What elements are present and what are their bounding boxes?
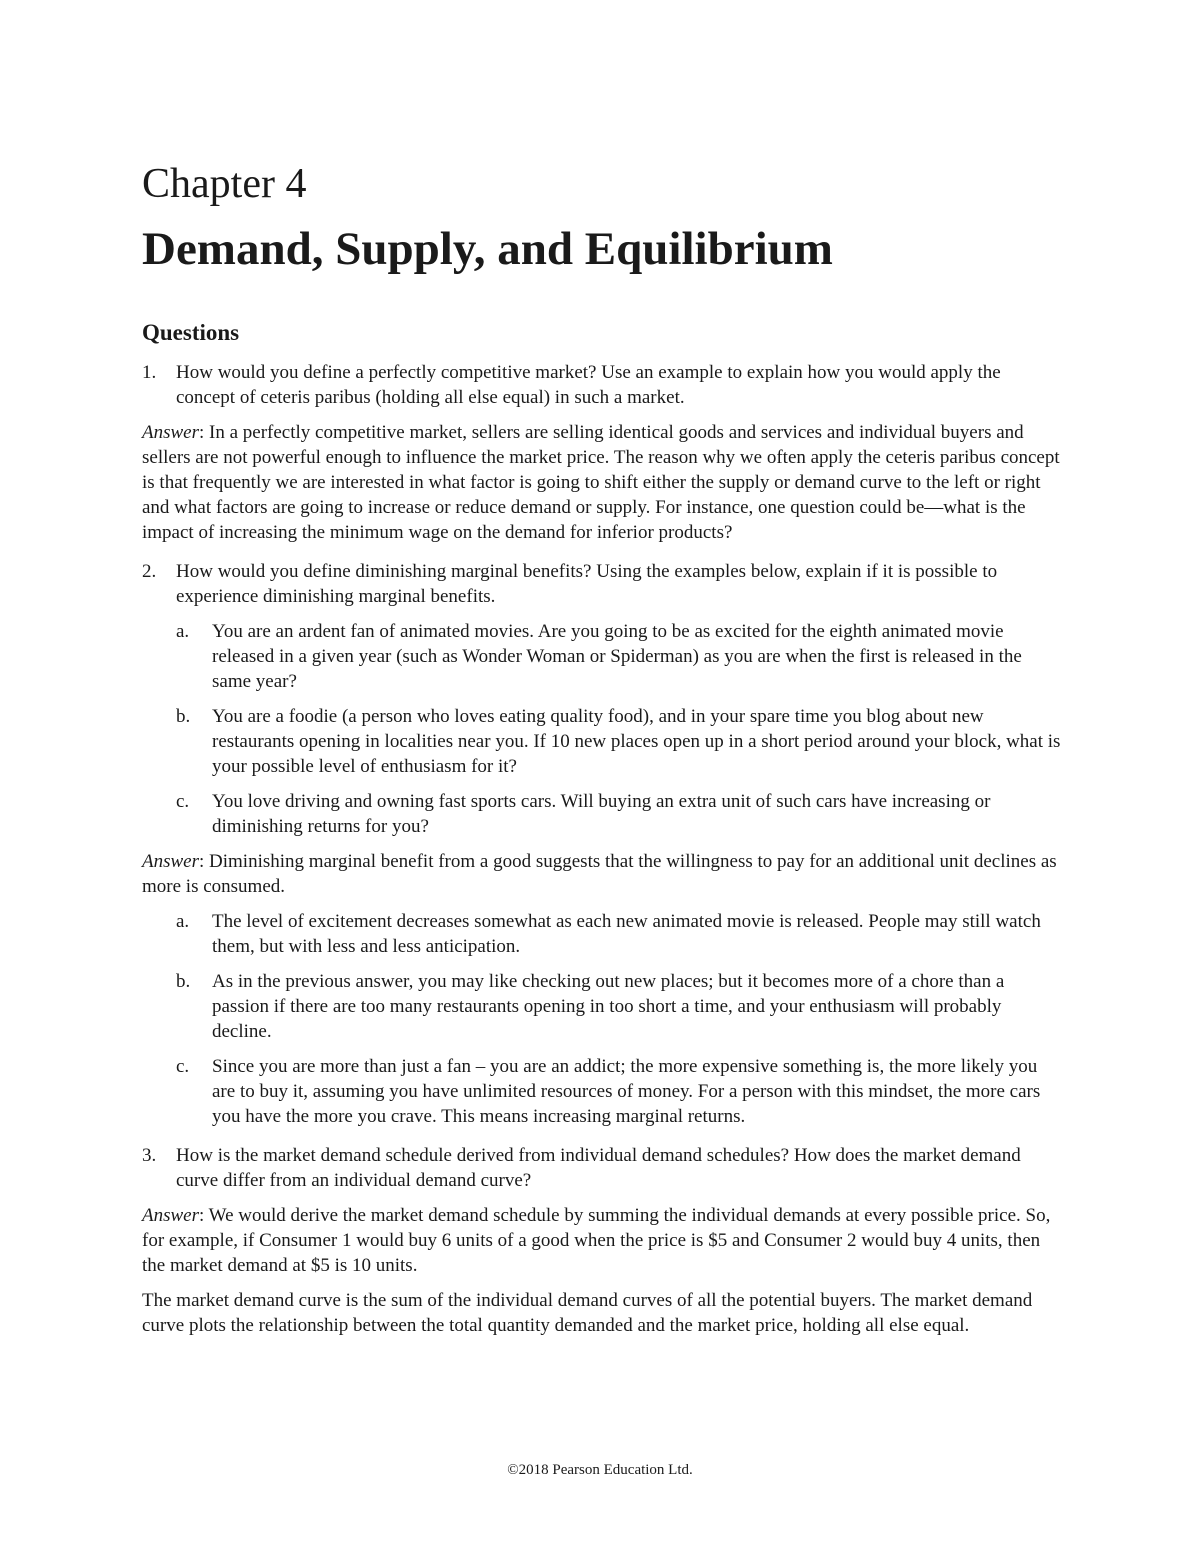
sub-letter: a. <box>176 911 190 933</box>
sub-letter: b. <box>176 971 191 993</box>
question-number: 2. <box>142 561 157 583</box>
answer-3 <box>142 1203 1062 1278</box>
document-page <box>142 150 1062 1338</box>
question-number: 3. <box>142 1145 157 1167</box>
answer-text: : Diminishing marginal benefit from a good suggests that the willingness to pay for an additional unit declines as more is consumed. <box>142 851 1057 898</box>
sub-text: The level of excitement decreases somewhat as each new animated movie is released. People may still watch them, but with less and less anticipation. <box>212 911 1041 958</box>
answer-text: : In a perfectly competitive market, sellers are selling identical goods and services and individual buyers and sellers are not powerful enough to influence the market price. The reason why we often apply the ceteris paribus concept is that frequently we are interested in what factor is going to shift either the supply or demand curve to the left or right and what factors are going to increase or reduce demand or supply. For instance, one question could be—what is the impact of increasing the minimum wage on the demand for inferior products? <box>142 422 1060 544</box>
questions-heading: Questions <box>142 320 240 346</box>
answer-label: Answer <box>142 1205 199 1227</box>
sub-letter: a. <box>176 621 190 643</box>
sub-letter: b. <box>176 706 191 728</box>
sub-question-b <box>176 704 1062 779</box>
answer-3-paragraph-2: The market demand curve is the sum of the individual demand curves of all the potential buyers. The market demand curve plots the relationship between the total quantity demanded and the market price, holding all else equal. <box>142 1290 1033 1337</box>
question-2 <box>142 559 1062 609</box>
answer-text: : We would derive the market demand schedule by summing the individual demands at every possible price. So, for example, if Consumer 1 would buy 6 units of a good when the price is $5 and Consumer 2 would buy 4 units, then the market demand at $5 is 10 units. <box>142 1205 1051 1277</box>
questions-body <box>142 360 1062 1338</box>
sub-text: You are a foodie (a person who loves eating quality food), and in your spare time you blog about new restaurants opening in localities near you. If 10 new places open up in a short period around your block, what is your possible level of enthusiasm for it? <box>212 706 1061 778</box>
sub-question-a <box>176 619 1062 694</box>
answer-label: Answer <box>142 422 199 444</box>
answer-1 <box>142 420 1062 545</box>
question-3 <box>142 1143 1062 1193</box>
question-1 <box>142 360 1062 410</box>
sub-text: You love driving and owning fast sports cars. Will buying an extra unit of such cars have increasing or diminishing returns for you? <box>212 791 991 838</box>
question-text: How is the market demand schedule derived from individual demand schedules? How does the market demand curve differ from an individual demand curve? <box>176 1145 1021 1192</box>
question-text: How would you define diminishing marginal benefits? Using the examples below, explain if it is possible to experience diminishing marginal benefits. <box>176 561 998 608</box>
question-text: How would you define a perfectly competitive market? Use an example to explain how you would apply the concept of ceteris paribus (holding all else equal) in such a market. <box>176 362 1001 409</box>
sub-text: As in the previous answer, you may like checking out new places; but it becomes more of a chore than a passion if there are too many restaurants opening in too short a time, and your enthusiasm will probably decline. <box>212 971 1005 1043</box>
answer-sub-a <box>176 909 1062 959</box>
answer-label: Answer <box>142 851 199 873</box>
answer-2 <box>142 849 1062 899</box>
answer-sub-c <box>176 1054 1062 1129</box>
chapter-title: Demand, Supply, and Equilibrium <box>142 223 833 276</box>
copyright-footer: ©2018 Pearson Education Ltd. <box>507 1462 693 1478</box>
sub-letter: c. <box>176 1056 190 1078</box>
sub-text: Since you are more than just a fan – you are an addict; the more expensive something is, the more likely you are to buy it, assuming you have unlimited resources of money. For a person with this mindset, the more cars you have the more you crave. This means increasing marginal returns. <box>212 1056 1041 1128</box>
sub-question-c <box>176 789 1062 839</box>
chapter-label: Chapter 4 <box>142 161 307 207</box>
sub-letter: c. <box>176 791 190 813</box>
answer-sub-b <box>176 969 1062 1044</box>
sub-text: You are an ardent fan of animated movies. Are you going to be as excited for the eighth animated movie released in a given year (such as Wonder Woman or Spiderman) as you are when the first is released in the same year? <box>212 621 1022 693</box>
question-number: 1. <box>142 362 157 384</box>
